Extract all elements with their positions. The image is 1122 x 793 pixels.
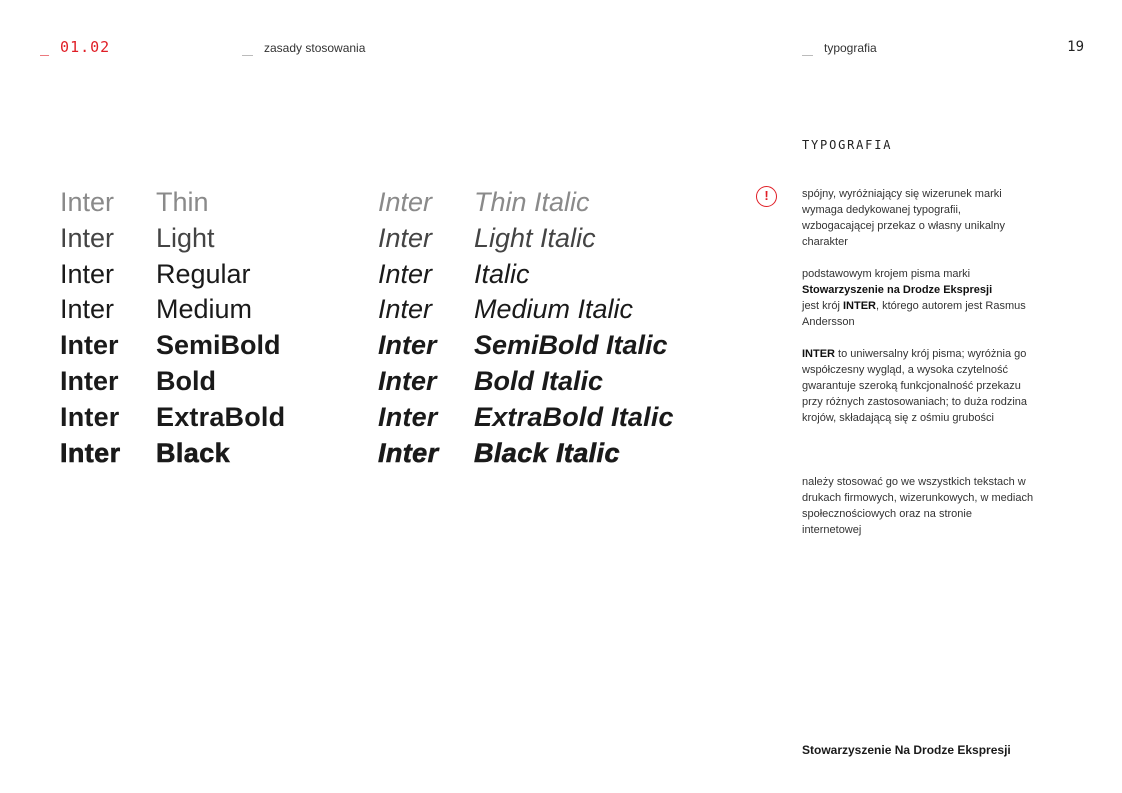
specimen-weight-italic: Italic (474, 258, 530, 289)
page-number: 19 (1067, 39, 1084, 55)
specimen-weight-semibold: SemiBold (156, 330, 281, 361)
specimen-family-italic: Inter (378, 294, 433, 325)
specimen-weight-extrabold: ExtraBold (156, 401, 286, 432)
specimen-family-italic: Inter (378, 258, 433, 289)
italic-family-column (378, 185, 439, 471)
paragraph-font-description (802, 346, 1034, 426)
specimen-family: Inter (60, 294, 115, 325)
specimen-weight-bold-italic: Bold Italic (474, 365, 604, 396)
specimen-family: Inter (60, 258, 115, 289)
font-name-bold: INTER (842, 300, 876, 312)
specimen-weight-semibold-italic: SemiBold Italic (474, 330, 668, 361)
specimen-weight-thin: Thin (156, 187, 209, 217)
paragraph-base-font (802, 266, 1034, 330)
specimen-family: Inter (60, 330, 119, 361)
specimen-weight-regular: Regular (156, 258, 251, 289)
topic-label (802, 41, 877, 56)
paragraph-usage: należy stosować go we wszystkich tekstach w drukach firmowych, wizerunkowych, w mediach społecznościowych oraz na stronie internetowej (802, 476, 1034, 536)
specimen-family-italic: Inter (378, 187, 433, 217)
specimen-weight-light-italic: Light Italic (474, 222, 596, 253)
specimen-family-italic: Inter (378, 222, 433, 253)
specimen-weight-bold: Bold (156, 365, 216, 396)
specimen-weight-extrabold-italic: ExtraBold Italic (474, 401, 674, 432)
text-fragment: podstawowym krojem pisma marki (802, 268, 971, 280)
brand-name-bold: Stowarzyszenie na Drodze Ekspresji (802, 284, 993, 296)
upright-weight-column (156, 185, 285, 471)
sidebar-title: TYPOGRAFIA (802, 138, 893, 152)
specimen-weight-light: Light (156, 222, 215, 253)
specimen-family-italic: Inter (378, 330, 437, 361)
topic-label-text: typografia (824, 41, 877, 55)
exclamation-circle-icon: ! (756, 186, 777, 207)
text-fragment: , którego autorem jest Rasmus Andersson (802, 300, 1026, 328)
footer-brand: Stowarzyszenie Na Drodze Ekspresji (802, 743, 1011, 757)
specimen-family: Inter (60, 437, 121, 468)
dash-divider (802, 55, 813, 56)
text-fragment: to uniwersalny krój pisma; wyróżnia go współczesny wygląd, a wysoka czytelność gwarantuje szeroką funkcjonalność przekazu przy różnych zastosowaniach; to duża rodzina krojów, składającą się z ośmiu grubości (802, 348, 1028, 424)
specimen-family: Inter (60, 222, 115, 253)
specimen-family: Inter (60, 401, 120, 432)
specimen-weight-medium-italic: Medium Italic (474, 294, 634, 325)
text-fragment: jest krój (802, 300, 840, 312)
specimen-weight-black-italic: Black Italic (474, 437, 620, 468)
specimen-weight-medium: Medium (156, 294, 253, 325)
chapter-label (242, 41, 365, 56)
paragraph-intro: spójny, wyróżniający się wizerunek marki wymaga dedykowanej typografii, wzbogacającej przekaz o własny unikalny charakter (802, 188, 1005, 248)
specimen-family: Inter (60, 187, 115, 217)
specimen-family-italic: Inter (378, 437, 439, 468)
specimen-weight-thin-italic: Thin Italic (474, 187, 590, 217)
specimen-weight-black: Black (156, 437, 231, 468)
upright-family-column (60, 185, 121, 471)
chapter-label-text: zasady stosowania (264, 41, 366, 55)
font-name-bold: INTER (802, 348, 835, 360)
italic-weight-column (474, 185, 674, 471)
section-number: _ 01.02 (40, 38, 111, 56)
specimen-family-italic: Inter (378, 401, 438, 432)
specimen-family-italic: Inter (378, 365, 437, 396)
dash-divider (242, 55, 253, 56)
specimen-family: Inter (60, 365, 119, 396)
